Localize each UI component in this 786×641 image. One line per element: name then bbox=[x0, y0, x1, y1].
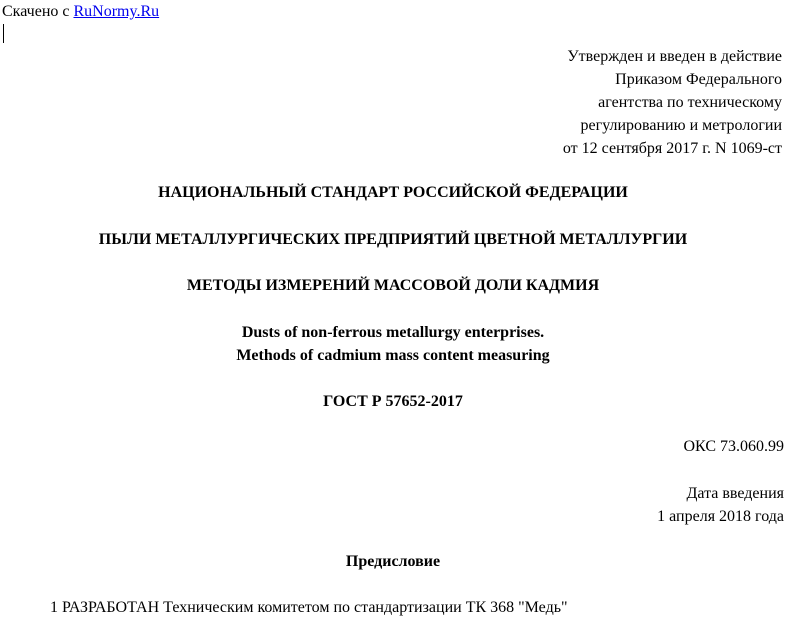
download-source-line bbox=[2, 1, 159, 23]
approval-line: Приказом Федерального bbox=[615, 71, 782, 88]
english-title bbox=[0, 321, 786, 367]
gost-number: ГОСТ Р 57652-2017 bbox=[323, 393, 463, 410]
standard-type-title: НАЦИОНАЛЬНЫЙ СТАНДАРТ РОССИЙСКОЙ ФЕДЕРАЦИИ bbox=[158, 184, 628, 201]
approval-line: от 12 сентября 2017 г. N 1069-ст bbox=[562, 140, 782, 157]
oks-code: ОКС 73.060.99 bbox=[683, 438, 784, 455]
english-title-line-1: Dusts of non-ferrous metallurgy enterprises. bbox=[241, 324, 545, 341]
download-prefix: Скачено с bbox=[2, 3, 74, 20]
source-link[interactable]: RuNormy.Ru bbox=[73, 3, 160, 20]
english-title-line-2: Methods of cadmium mass content measuring bbox=[236, 347, 550, 364]
method-title: МЕТОДЫ ИЗМЕРЕНИЙ МАССОВОЙ ДОЛИ КАДМИЯ bbox=[186, 277, 600, 294]
introduction-date bbox=[657, 482, 784, 528]
preface-item-1: 1 РАЗРАБОТАН Техническим комитетом по стандартизации ТК 368 "Медь" bbox=[50, 599, 568, 616]
approval-line: агентства по техническому bbox=[598, 94, 782, 111]
introduction-date-value: 1 апреля 2018 года bbox=[657, 508, 784, 525]
preface-heading: Предисловие bbox=[345, 553, 441, 570]
introduction-date-label: Дата введения bbox=[686, 485, 784, 502]
approval-block bbox=[563, 45, 782, 160]
text-cursor bbox=[3, 24, 4, 43]
approval-line: регулированию и метрологии bbox=[580, 117, 782, 134]
approval-line: Утвержден и введен в действие bbox=[567, 48, 782, 65]
subject-title: ПЫЛИ МЕТАЛЛУРГИЧЕСКИХ ПРЕДПРИЯТИЙ ЦВЕТНОЙ МЕТАЛЛУРГИИ bbox=[98, 231, 688, 248]
